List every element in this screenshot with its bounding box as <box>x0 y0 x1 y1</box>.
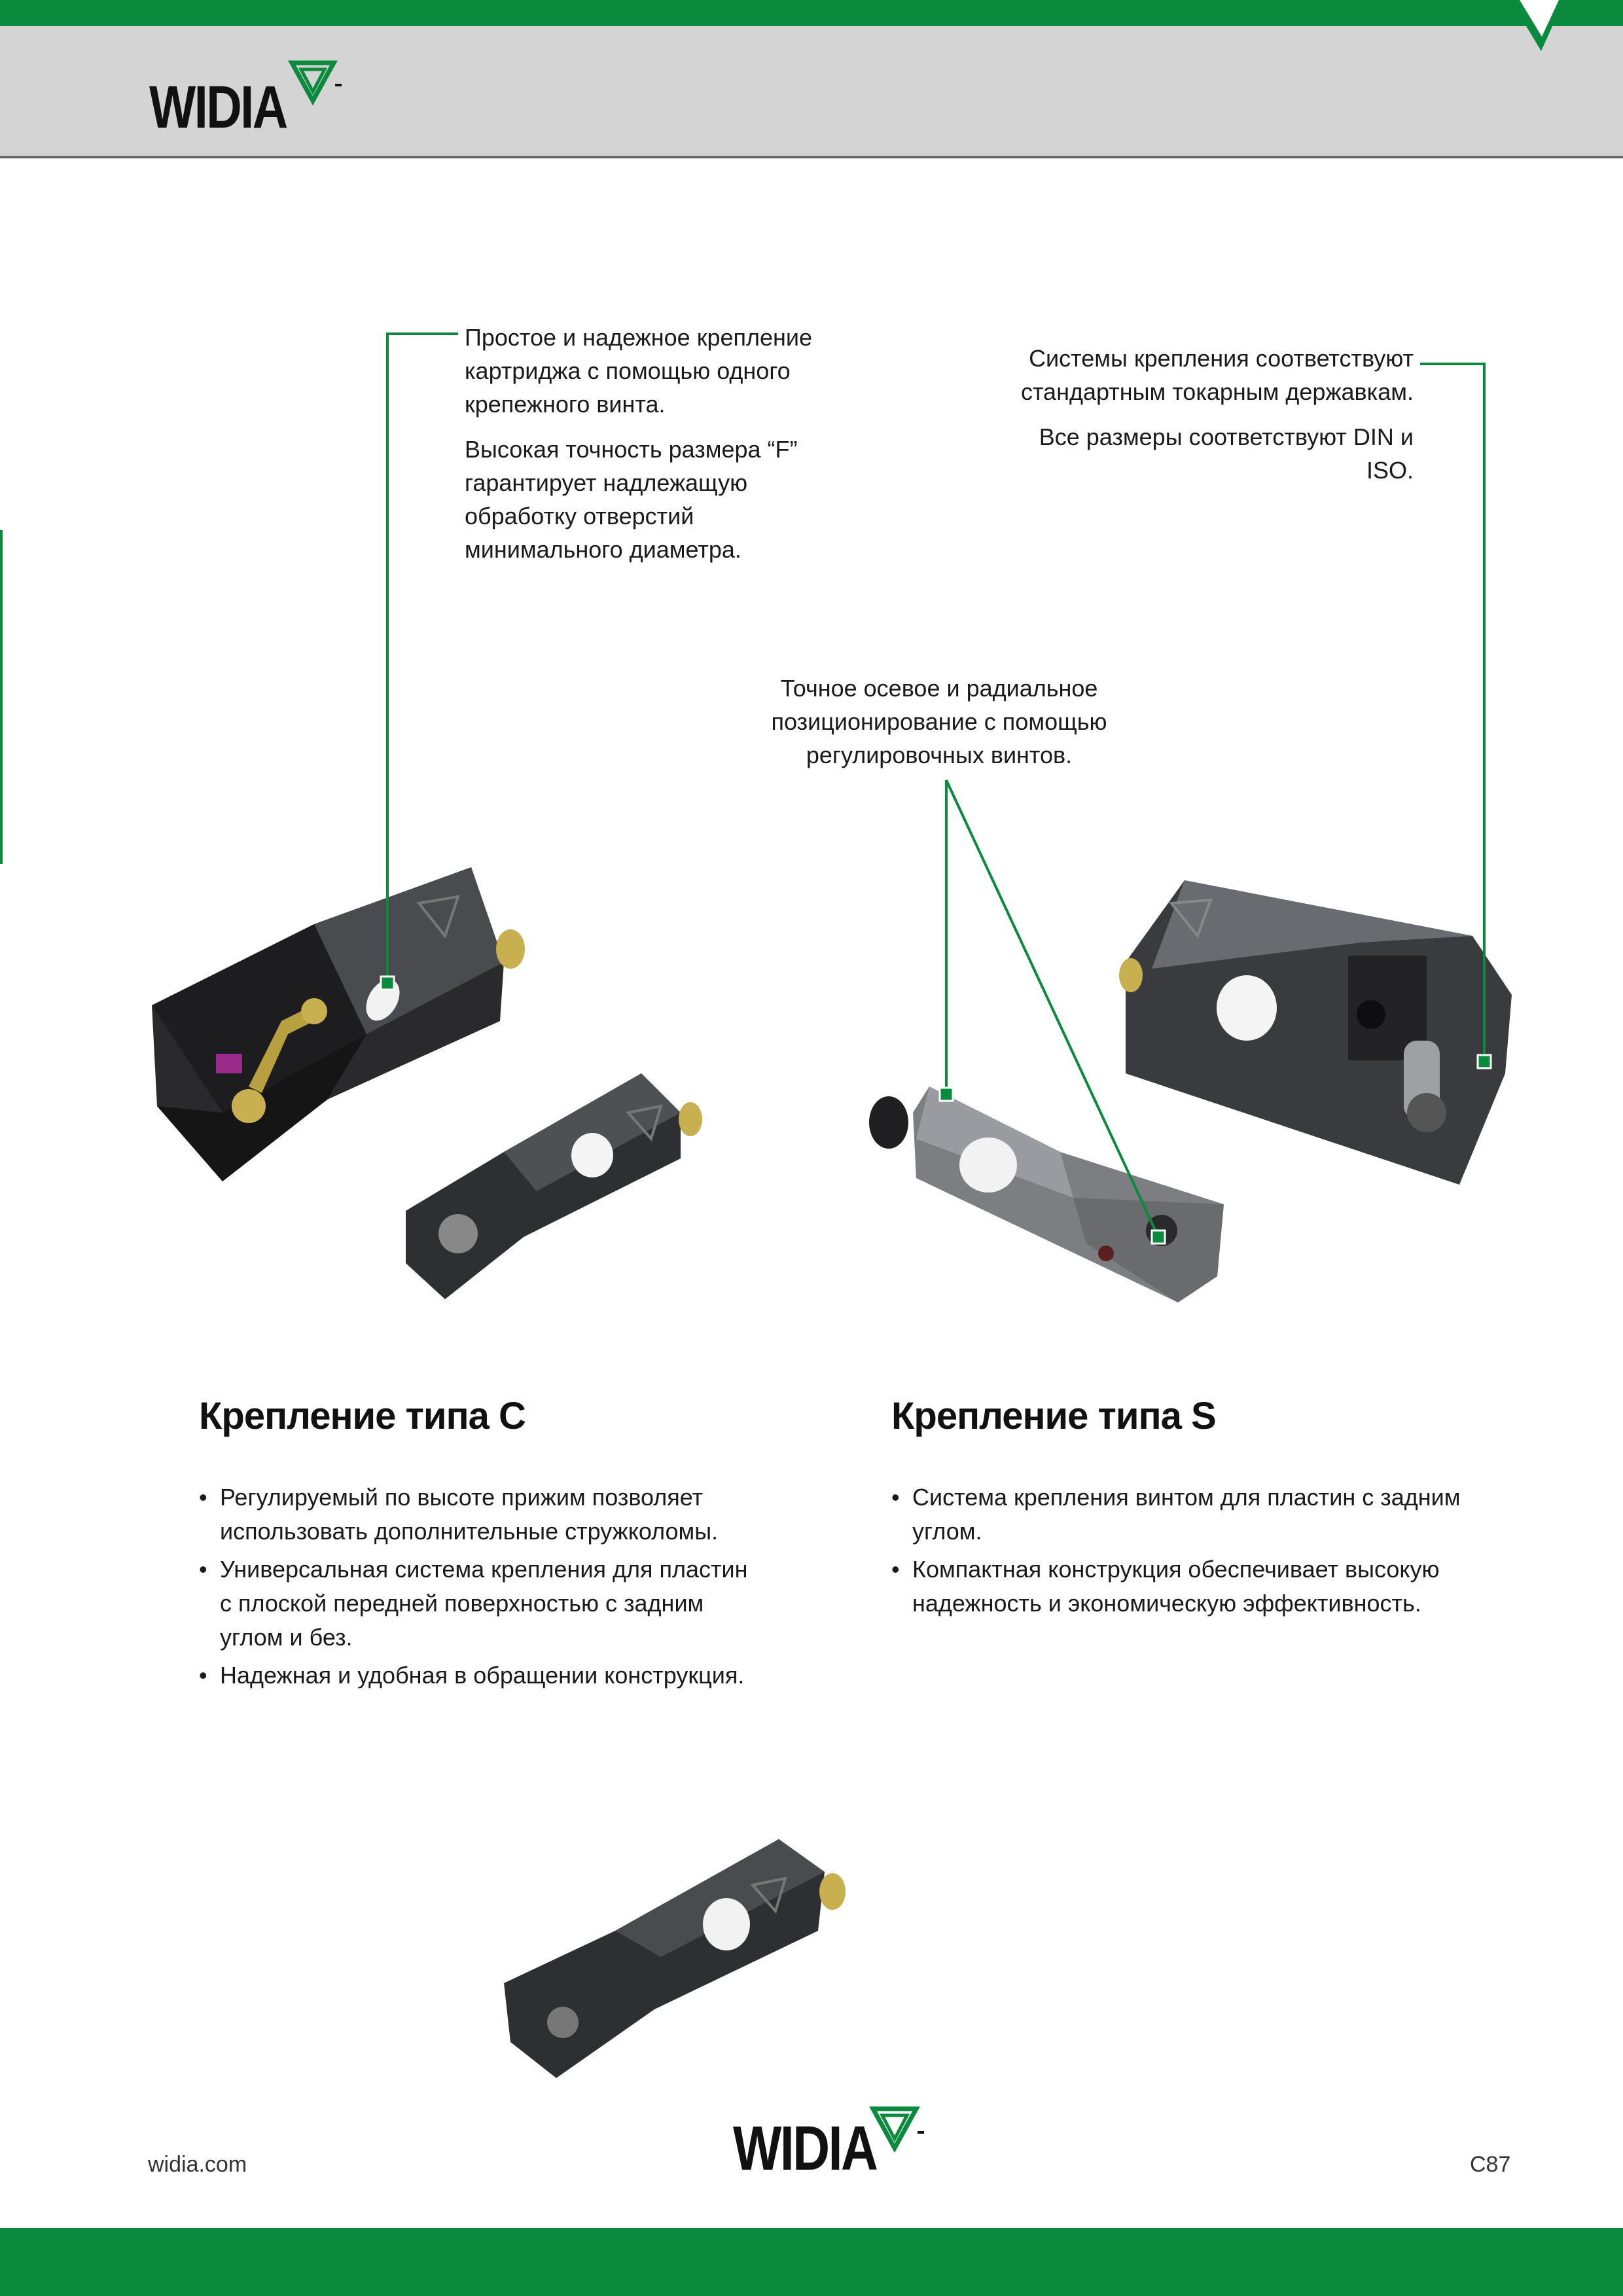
callout-adjust-p1: Точное осевое и радиальное позиционирование с помощью регулировочных винтов. <box>771 675 1107 768</box>
footer-website[interactable]: widia.com <box>148 2152 247 2177</box>
type-s-bullet: • Система крепления винтом для пластин с задним углом. <box>891 1480 1467 1549</box>
callout-standard <box>995 342 1414 487</box>
callout-standard-p1: Системы крепления соответствуют стандартным токарным державкам. <box>1020 345 1414 405</box>
type-c-bullet: • Регулируемый по высоте прижим позволяет использовать дополнительные стружколомы. <box>199 1480 749 1549</box>
type-c-heading: Крепление типа C <box>199 1395 526 1437</box>
type-c-bullet: • Надежная и удобная в обращении конструкция. <box>199 1659 749 1693</box>
page-number: C87 <box>1470 2152 1511 2177</box>
callout-clamp-screw-p1: Простое и надежное крепление картриджа с помощью одного крепежного винта. <box>465 324 813 418</box>
callout-clamp-screw-p2: Высокая точность размера “F” гарантирует надлежащую обработку отверстий минимального диаметра. <box>465 436 798 563</box>
type-s-heading: Крепление типа S <box>891 1395 1216 1437</box>
footer-logo: WIDIA <box>733 2113 877 2183</box>
header-logo: WIDIA <box>149 74 287 141</box>
callout-clamp-screw <box>465 321 818 566</box>
type-c-bullet: • Универсальная система крепления для пластин с плоской передней поверхностью с задним углом и без. <box>199 1552 749 1655</box>
callout-adjust <box>766 672 1113 772</box>
type-s-bullet: • Компактная конструкция обеспечивает высокую надежность и экономическую эффективность. <box>891 1552 1467 1621</box>
type-c-bullets <box>199 1480 749 1696</box>
callout-standard-p2: Все размеры соответствуют DIN и ISO. <box>1039 423 1414 484</box>
bottom-accent-bar <box>0 2228 1623 2296</box>
type-s-bullets <box>891 1480 1467 1624</box>
